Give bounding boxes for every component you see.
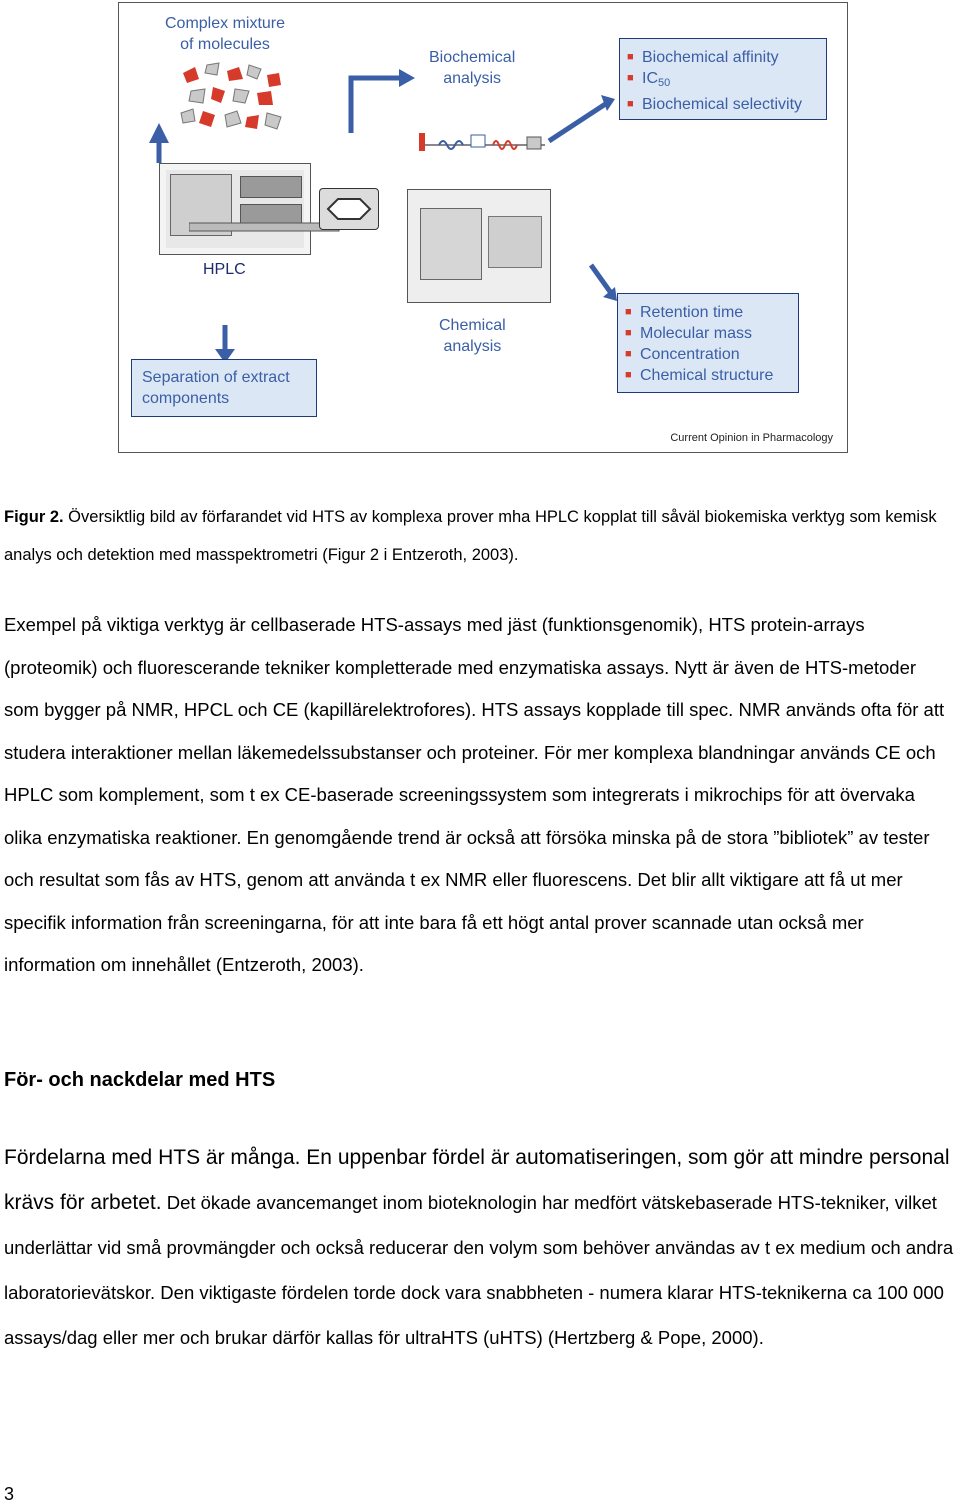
separation-box [131,359,317,417]
biochem-result-selectivity: ■ Biochemical selectivity [624,94,822,115]
detector-icon [319,188,379,230]
chem-result-retention-time: ■ Retention time [622,302,794,323]
chem-result-molecular-mass: ■ Molecular mass [622,323,794,344]
section-heading: För- och nackdelar med HTS [4,1069,276,1091]
figure-hts-hplc [118,2,848,453]
hplc-instrument-image [159,163,311,255]
chemical-results-box [617,293,799,393]
biochemical-analysis-label: Biochemical analysis [429,49,516,87]
hplc-label: HPLC [203,261,246,278]
body-paragraph-2 [4,1135,956,1360]
caption-text: Översiktlig bild av förfarandet vid HTS av komplexa prover mha HPLC kopplat till såväl biokemiska verktyg som kemisk analys och detektion med masspektrometri (Figur 2 i Entzeroth, 2003). [4,508,937,564]
paragraph-2-lead: Fördelarna med HTS är många. En uppenbar fördel är automatiseringen, som gör att mindre personal krävs för arbetet. [4,1146,950,1214]
body-paragraph-1: Exempel på viktiga verktyg är cellbaserade HTS-assays med jäst (funktionsgenomik), HTS protein-arrays (proteomik) och fluorescerande tekniker kompletterade med enzymatiska assays. Nytt är även de HTS-metoder som bygger på NMR, HPCL och CE (kapillärelektrofores). HTS assays kopplade till spec. NMR används ofta för att studera interaktioner mellan läkemedelssubstanser och proteiner. För mer komplexa blandningar används CE och HPLC som komplement, som t ex CE-baserade screeningssystem som integrerats i mikrochips för att övervaka olika enzymatiska reaktioner. En genomgående trend är också att försöka minska på de stora ”bibliotek” av tester och resultat som fås av HTS, genom att använda t ex NMR eller fluorescens. Det blir allt viktigare att få ut mer specifik information från screeningarna, för att inte bara få ett högt antal prover scannade utan också mer information om innehållet (Entzeroth, 2003). [4,614,945,975]
chem-result-chemical-structure: ■ Chemical structure [622,365,794,386]
biochem-result-affinity: ■ Biochemical affinity [624,47,822,68]
chem-result-concentration: ■ Concentration [622,344,794,365]
biochem-result-ic50: ■ $IC_{50}$ [624,68,822,94]
mixture-label: Complex mixture of molecules [165,15,286,53]
chemical-analysis-label: Chemical analysis [439,317,506,355]
figure-caption [4,498,956,574]
separation-label: Separation of extract components [142,369,290,407]
page-number: 3 [4,1484,15,1504]
figure-credit: Current Opinion in Pharmacology [670,432,833,444]
caption-label: Figur 2. [4,508,64,526]
paragraph-2-rest: Det ökade avancemanget inom bioteknologin har medfört vätskebaserade HTS-tekniker, vilket underlättar vid små provmängder och också reducerar den volym som behöver användas av t ex medium och andra laboratorievätskor. Den viktigaste fördelen torde dock vara snabbheten - numera klarar HTS-teknikerna ca 100 000 assays/dag eller mer och brukar därför kallas för ultraHTS (uHTS) (Hertzberg & Pope, 2000). [4,1192,954,1348]
mass-spectrometer-image [407,189,551,303]
